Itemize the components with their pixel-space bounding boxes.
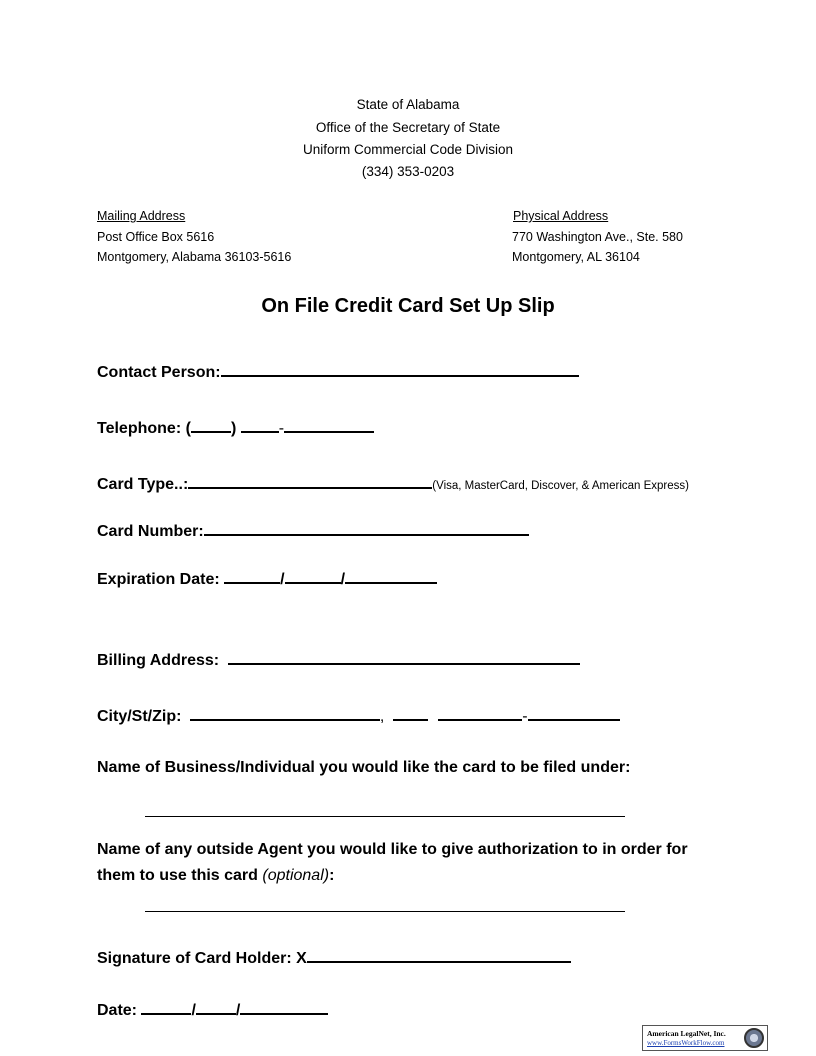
- logo-company-name: American LegalNet, Inc.: [647, 1029, 726, 1038]
- mailing-address-line1: Post Office Box 5616: [97, 230, 215, 244]
- zip-dash: -: [522, 708, 528, 725]
- expiration-day-line[interactable]: [285, 567, 341, 584]
- card-number-label: Card Number:: [97, 523, 204, 540]
- expiration-slash-1: /: [280, 571, 285, 588]
- agent-label-line2-wrap: [97, 867, 334, 885]
- signature-x: X: [296, 950, 307, 967]
- agent-label-line1: Name of any outside Agent you would like to give authorization to in order for: [97, 841, 688, 858]
- card-number-line[interactable]: [204, 519, 529, 536]
- card-type-field: [97, 472, 689, 494]
- date-slash-1: /: [191, 1002, 196, 1019]
- agent-name-line[interactable]: [145, 911, 625, 912]
- card-type-label: Card Type..:: [97, 476, 189, 493]
- expiration-date-field: [97, 567, 437, 589]
- state-line[interactable]: [393, 704, 428, 721]
- seal-icon: [744, 1028, 764, 1048]
- header-phone: (334) 353-0203: [361, 164, 455, 179]
- american-legalnet-logo[interactable]: [642, 1025, 768, 1051]
- telephone-paren-close: ): [230, 420, 237, 437]
- zip-ext-line[interactable]: [528, 704, 620, 721]
- business-name-line[interactable]: [145, 816, 625, 817]
- header-state: State of Alabama: [356, 97, 460, 112]
- form-title: On File Credit Card Set Up Slip: [261, 295, 555, 317]
- physical-address-heading: Physical Address: [513, 209, 609, 223]
- city-comma: ,: [379, 708, 385, 725]
- expiration-date-label: Expiration Date:: [97, 571, 220, 588]
- city-line[interactable]: [190, 704, 380, 721]
- date-day-line[interactable]: [196, 998, 236, 1015]
- agent-label-line2: them to use this card: [97, 867, 258, 884]
- contact-person-label: Contact Person:: [97, 364, 221, 381]
- logo-url-link[interactable]: www.FormsWorkFlow.com: [647, 1039, 725, 1047]
- signature-label: Signature of Card Holder:: [97, 950, 292, 967]
- date-year-line[interactable]: [240, 998, 328, 1015]
- date-slash-2: /: [235, 1002, 241, 1019]
- business-name-label: Name of Business/Individual you would like the card to be filed under:: [97, 759, 631, 776]
- city-st-zip-field: [97, 704, 620, 726]
- header-office: Office of the Secretary of State: [315, 120, 501, 135]
- telephone-number-line[interactable]: [284, 416, 374, 433]
- agent-colon: :: [329, 867, 335, 884]
- physical-address-line2: Montgomery, AL 36104: [512, 250, 640, 264]
- billing-address-line[interactable]: [228, 648, 580, 665]
- telephone-label: Telephone:: [97, 420, 182, 437]
- contact-person-line[interactable]: [221, 360, 579, 377]
- telephone-field: [97, 416, 374, 438]
- expiration-month-line[interactable]: [224, 567, 280, 584]
- telephone-paren-open: (: [185, 420, 191, 437]
- date-label: Date:: [97, 1002, 138, 1019]
- date-field: [97, 998, 328, 1020]
- billing-address-field: [97, 648, 580, 670]
- card-type-note: (Visa, MasterCard, Discover, & American Express): [432, 480, 689, 492]
- physical-address-line1: 770 Washington Ave., Ste. 580: [512, 230, 683, 244]
- mailing-address-heading: Mailing Address: [97, 209, 186, 223]
- date-month-line[interactable]: [141, 998, 191, 1015]
- card-type-line[interactable]: [188, 472, 432, 489]
- signature-field: [97, 946, 571, 968]
- telephone-prefix-line[interactable]: [241, 416, 279, 433]
- telephone-area-code-line[interactable]: [191, 416, 231, 433]
- expiration-slash-2: /: [340, 571, 346, 588]
- header-division: Uniform Commercial Code Division: [302, 142, 514, 157]
- contact-person-field: [97, 360, 579, 382]
- telephone-dash: -: [278, 420, 285, 437]
- billing-address-label: Billing Address:: [97, 652, 220, 669]
- card-number-field: [97, 519, 529, 541]
- city-st-zip-label: City/St/Zip:: [97, 708, 182, 725]
- signature-line[interactable]: [307, 946, 571, 963]
- agent-optional: (optional): [262, 867, 330, 884]
- expiration-year-line[interactable]: [345, 567, 437, 584]
- zip-line[interactable]: [438, 704, 522, 721]
- mailing-address-line2: Montgomery, Alabama 36103-5616: [97, 250, 292, 264]
